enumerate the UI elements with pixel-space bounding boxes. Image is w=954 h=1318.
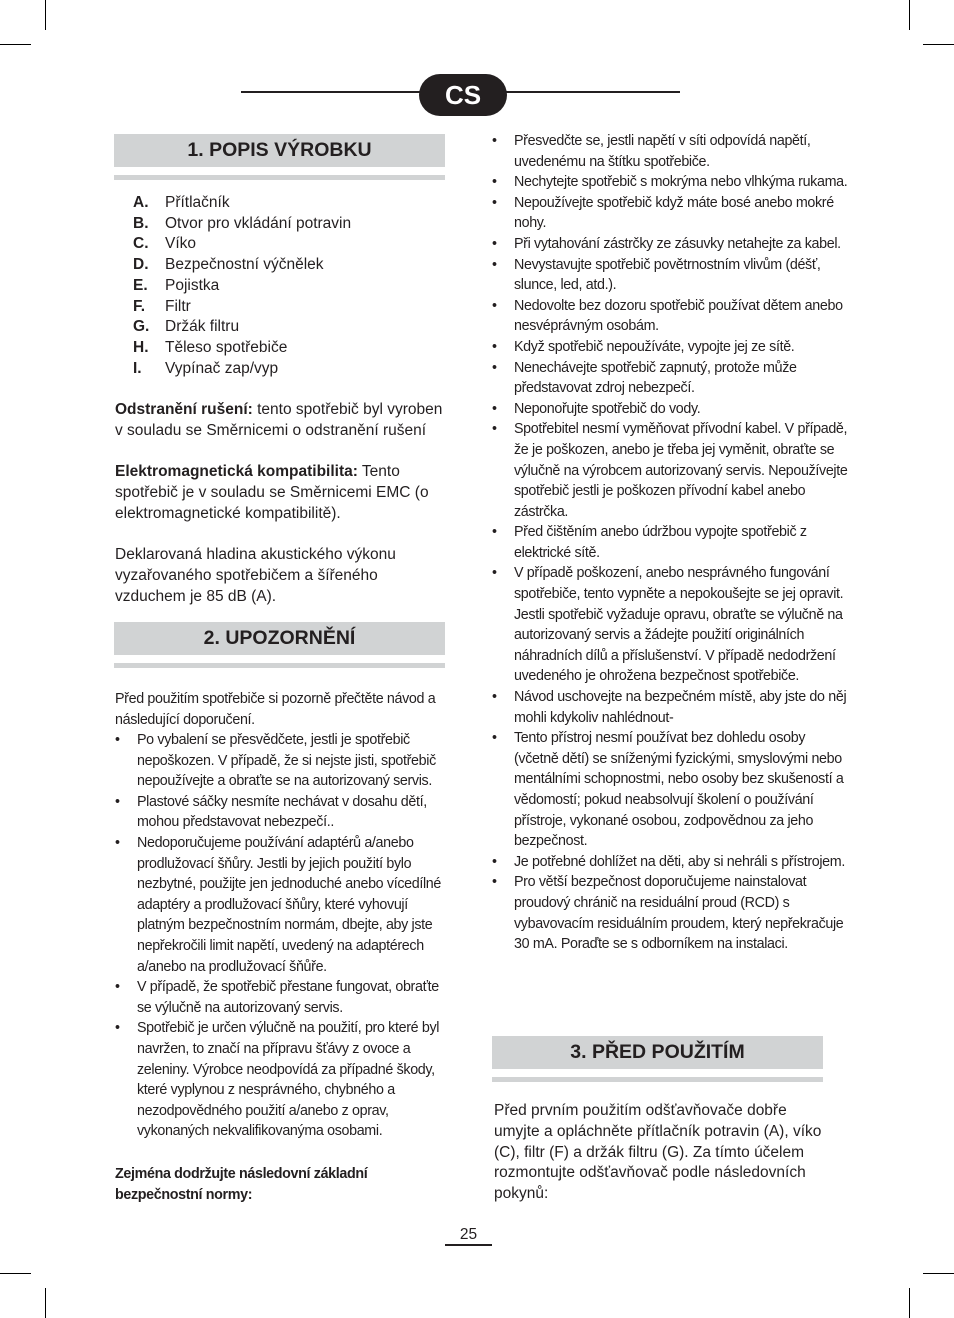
before-use-paragraph: Před prvním použitím odšťavňovače dobře umyjte a opláchněte přítlačník potravin (A), víko (C), filtr (F) a držák filtru (G). Za tímto účelem rozmontujte odšťavňovač podle následovních pokynů: [494, 1102, 822, 1203]
header-rule-right [500, 91, 680, 93]
interference-paragraph: Odstranění rušení: tento spotřebič byl vyroben v souladu se Směrnicemi o odstranění rušení [115, 401, 443, 439]
section-2-heading: 2. UPOZORNĚNÍ [114, 622, 445, 655]
warning-intro: Před použitím spotřebiče si pozorně přečtěte návod a následující doporučení. [115, 691, 436, 728]
list-item: • Nechytejte spotřebič s mokrýma nebo vlhkýma rukama. [492, 172, 852, 193]
list-item: H. Těleso spotřebiče [133, 338, 288, 356]
list-item: I. Vypínač zap/vyp [133, 359, 279, 377]
list-item: C. Víko [133, 235, 197, 253]
crop-mark [923, 44, 954, 45]
list-item: • Spotřebič je určen výlučně na použití, pro které byl navržen, to značí na přípravu šťávy z ovoce a zeleniny. Výrobce neodpovídá za případné škody, které vyplynou z nesprávného, chybného a nezodpovědného použití a/anebo z oprav, vykonaných nekvalifikovanýma osobami. [115, 1018, 450, 1142]
crop-mark [45, 0, 46, 30]
crop-mark [909, 1288, 910, 1318]
list-item: • Návod uschovejte na bezpečném místě, aby jste do něj mohli kdykoliv nahlédnout- [492, 687, 852, 728]
section-1-underbar [114, 175, 445, 180]
crop-mark [45, 1288, 46, 1318]
crop-mark [909, 0, 910, 30]
list-item: • V případě poškození, anebo nesprávného fungování spotřebiče, tento vypněte a nepokoušejte se jej opravit. Jestli spotřebič vyžaduje opravu, obraťte se výlučně na autorizovaný servis a žádejte použití originálních náhradních dílů a příslušenství. V případě nedodržení uvedeného je ohrožena bezpečnost spotřebiče. [492, 563, 852, 687]
list-item: • Nevystavujte spotřebič povětrnostním vlivům (déšť, slunce, led, atd.). [492, 255, 852, 296]
list-item: A. Přítlačník [133, 194, 230, 211]
list-item: • Pro větší bezpečnost doporučujeme nainstalovat proudový chránič na residuální proud (RCD) s vybavovacím residuálním proudem, který nepřekračuje 30 mA. Poraďte se s odborníkem na instalaci. [492, 872, 852, 954]
noise-paragraph: Deklarovaná hladina akustického výkonu vyzařovaného spotřebičem a šířeného vzduchem je 85 dB (A). [115, 546, 396, 605]
safety-norms-heading: Zejména dodržujte následovní základní bezpečnostní normy: [115, 1166, 368, 1203]
section-2-underbar [114, 663, 445, 668]
list-item: • V případě, že spotřebič přestane fungovat, obraťte se výlučně na autorizovaný servis. [115, 977, 450, 1018]
list-item: • Spotřebitel nesmí vyměňovat přívodní kabel. V případě, že je poškozen, anebo je třeba jej vyměnit, obraťte se výlučně na výrobcem autorizovaný servis. Nepoužívejte spotřebič jestli je poškozen přívodní kabel anebo zástrčka. [492, 419, 852, 522]
list-item: • Neponořujte spotřebič do vody. [492, 399, 852, 420]
language-badge: CS [419, 74, 507, 116]
header-rule-left [241, 91, 426, 93]
section-3-heading: 3. PŘED POUŽITÍM [492, 1036, 823, 1069]
section-1-heading: 1. POPIS VÝROBKU [114, 134, 445, 167]
list-item: • Po vybalení se přesvědčete, jestli je spotřebič nepoškozen. V případě, že si nejste jisti, spotřebič nepoužívejte a obraťte se na autorizovaný servis. [115, 730, 450, 792]
safety-list [492, 131, 852, 955]
list-item: • Nedovolte bez dozoru spotřebič používat dětem anebo nesvéprávným osobám. [492, 296, 852, 337]
list-item: • Nedoporučujeme používání adaptérů a/anebo prodlužovací šňůry. Jestli by jejich použití bylo nezbytné, použijte jen jednoduché anebo vícedílné adaptéry a prodlužovací šňůry, které vyhovují platným bezpečnostním normám, dbejte, aby jste nepřekročili limit napětí, uvedený na adaptérech a/anebo na prodlužovací šňůře. [115, 833, 450, 977]
list-item: • Přesvedčte se, jestli napětí v síti odpovídá napětí, uvedenému na štítku spotřebiče. [492, 131, 852, 172]
list-item: E. Pojistka [133, 276, 220, 294]
list-item: G. Držák filtru [133, 318, 240, 336]
list-item: • Nepoužívejte spotřebič když máte bosé anebo mokré nohy. [492, 193, 852, 234]
list-item: D. Bezpečnostní výčnělek [133, 256, 324, 274]
section-3-underbar [492, 1077, 823, 1082]
crop-mark [0, 44, 31, 45]
list-item: • Je potřebné dohlížet na děti, aby si nehráli s přístrojem. [492, 852, 852, 873]
list-item: F. Filtr [133, 297, 191, 315]
emc-paragraph: Elektromagnetická kompatibilita: Tento spotřebič je v souladu se Směrnicemi EMC (o elektromagnetické kompatibilitě). [115, 463, 429, 522]
list-item: B. Otvor pro vkládání potravin [133, 214, 352, 232]
list-item: • Při vytahování zástrčky ze zásuvky netahejte za kabel. [492, 234, 852, 255]
parts-list [133, 193, 351, 379]
page-number-rule [445, 1244, 492, 1246]
list-item: • Plastové sáčky nesmíte nechávat v dosahu dětí, mohou představovat nebezpečí.. [115, 792, 450, 833]
list-item: • Před čištěním anebo údržbou vypojte spotřebič z elektrické sítě. [492, 522, 852, 563]
list-item: • Nenechávejte spotřebič zapnutý, protože může představovat zdroj nebezpečí. [492, 358, 852, 399]
list-item: • Když spotřebič nepoužíváte, vypojte jej ze sítě. [492, 337, 852, 358]
crop-mark [0, 1273, 31, 1274]
crop-mark [923, 1273, 954, 1274]
list-item: • Tento přístroj nesmí používat bez dohledu osoby (včetně dětí) se sníženými fyzickými, smyslovými nebo mentálními schopnostmi, nebo osoby bez skušeností a vědomostí; pokud neabsolvují školení o používání přístroje, vykonané osobou, zodpovědnou za jeho bezpečnost. [492, 728, 852, 852]
page-number: 25 [459, 1226, 478, 1243]
warning-list [115, 730, 450, 1142]
